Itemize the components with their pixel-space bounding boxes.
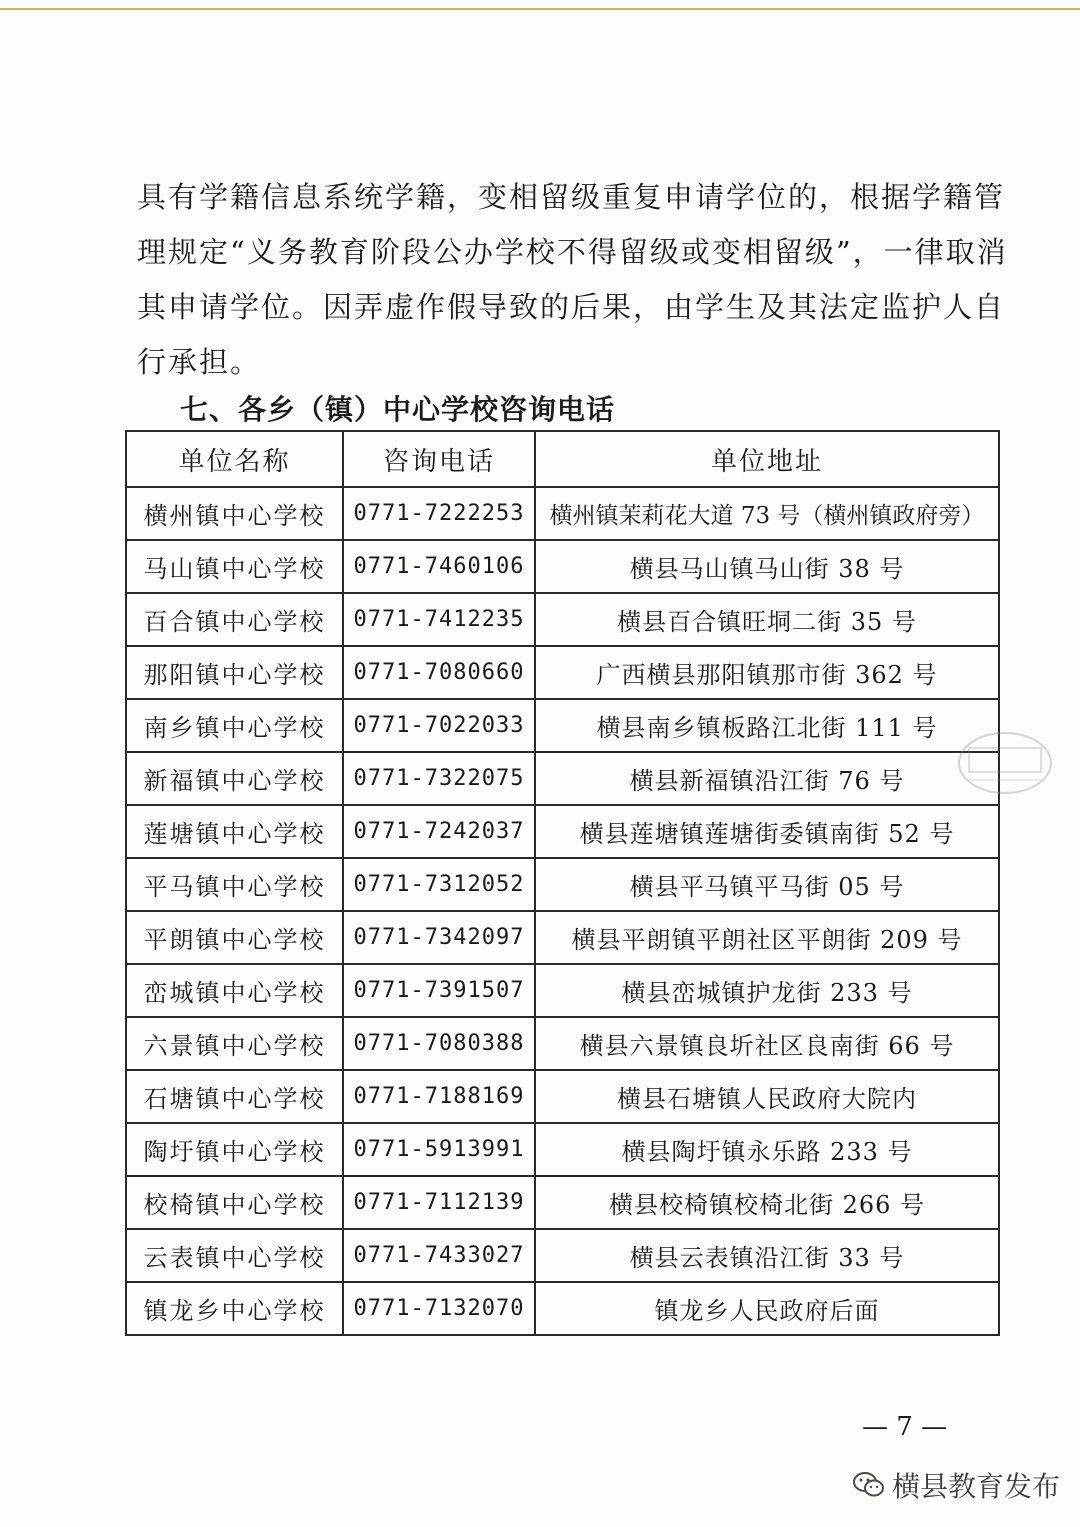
unit-name-cell: 平马镇中心学校 bbox=[126, 858, 343, 911]
unit-name-cell: 陶圩镇中心学校 bbox=[126, 1123, 343, 1176]
address-cell: 横县新福镇沿江街 76 号 bbox=[535, 752, 999, 805]
phone-cell: 0771-7080388 bbox=[343, 1017, 535, 1070]
phone-cell: 0771-7222253 bbox=[343, 487, 535, 540]
address-cell: 横县南乡镇板路江北街 111 号 bbox=[535, 699, 999, 752]
unit-name-cell: 石塘镇中心学校 bbox=[126, 1070, 343, 1123]
address-cell: 横县云表镇沿江街 33 号 bbox=[535, 1229, 999, 1282]
table-row bbox=[126, 964, 999, 1017]
unit-name-cell: 六景镇中心学校 bbox=[126, 1017, 343, 1070]
address-cell: 横县六景镇良圻社区良南街 66 号 bbox=[535, 1017, 999, 1070]
table-row bbox=[126, 1282, 999, 1335]
table-row bbox=[126, 540, 999, 593]
phone-cell: 0771-7342097 bbox=[343, 911, 535, 964]
phone-cell: 0771-7412235 bbox=[343, 593, 535, 646]
table-row bbox=[126, 1070, 999, 1123]
phone-cell: 0771-7080660 bbox=[343, 646, 535, 699]
table-row bbox=[126, 487, 999, 540]
unit-name-cell: 莲塘镇中心学校 bbox=[126, 805, 343, 858]
unit-name-cell: 横州镇中心学校 bbox=[126, 487, 343, 540]
phone-cell: 0771-5913991 bbox=[343, 1123, 535, 1176]
unit-name-cell: 南乡镇中心学校 bbox=[126, 699, 343, 752]
unit-name-cell: 云表镇中心学校 bbox=[126, 1229, 343, 1282]
table-row bbox=[126, 593, 999, 646]
address-cell: 横州镇茉莉花大道 73 号（横州镇政府旁） bbox=[535, 487, 999, 540]
phone-cell: 0771-7433027 bbox=[343, 1229, 535, 1282]
contact-table bbox=[125, 430, 1000, 1336]
table-row bbox=[126, 858, 999, 911]
table-row bbox=[126, 1176, 999, 1229]
phone-cell: 0771-7391507 bbox=[343, 964, 535, 1017]
top-rule bbox=[0, 8, 1080, 10]
watermark bbox=[852, 1465, 1060, 1505]
phone-cell: 0771-7322075 bbox=[343, 752, 535, 805]
address-cell: 横县马山镇马山街 38 号 bbox=[535, 540, 999, 593]
table-row bbox=[126, 752, 999, 805]
address-cell: 横县平马镇平马街 05 号 bbox=[535, 858, 999, 911]
address-cell: 横县百合镇旺垌二街 35 号 bbox=[535, 593, 999, 646]
table-row bbox=[126, 911, 999, 964]
address-cell: 横县陶圩镇永乐路 233 号 bbox=[535, 1123, 999, 1176]
unit-name-cell: 百合镇中心学校 bbox=[126, 593, 343, 646]
phone-cell: 0771-7242037 bbox=[343, 805, 535, 858]
unit-name-cell: 新福镇中心学校 bbox=[126, 752, 343, 805]
paragraph-line: 其申请学位。因弄虚作假导致的后果，由学生及其法定监护人自 bbox=[137, 290, 1006, 324]
table-row bbox=[126, 1123, 999, 1176]
phone-cell: 0771-7132070 bbox=[343, 1282, 535, 1335]
paragraph-line: 行承担。 bbox=[137, 345, 262, 379]
unit-name-cell: 平朗镇中心学校 bbox=[126, 911, 343, 964]
section-heading: 七、各乡（镇）中心学校咨询电话 bbox=[180, 393, 616, 426]
table-row bbox=[126, 1229, 999, 1282]
paragraph-line: 理规定“义务教育阶段公办学校不得留级或变相留级”，一律取消 bbox=[137, 235, 1008, 269]
table-row bbox=[126, 1017, 999, 1070]
phone-cell: 0771-7188169 bbox=[343, 1070, 535, 1123]
watermark-text: 横县教育发布 bbox=[892, 1470, 1061, 1503]
address-cell: 横县莲塘镇莲塘街委镇南街 52 号 bbox=[535, 805, 999, 858]
table-header-row bbox=[126, 431, 999, 487]
table-row bbox=[126, 646, 999, 699]
address-cell: 横县峦城镇护龙街 233 号 bbox=[535, 964, 999, 1017]
header-unit-name: 单位名称 bbox=[126, 431, 343, 487]
phone-cell: 0771-7022033 bbox=[343, 699, 535, 752]
header-phone: 咨询电话 bbox=[343, 431, 535, 487]
unit-name-cell: 马山镇中心学校 bbox=[126, 540, 343, 593]
page-number: — 7 — bbox=[862, 1412, 948, 1442]
paragraph-line: 具有学籍信息系统学籍，变相留级重复申请学位的，根据学籍管 bbox=[137, 180, 1006, 214]
address-cell: 横县校椅镇校椅北街 266 号 bbox=[535, 1176, 999, 1229]
unit-name-cell: 那阳镇中心学校 bbox=[126, 646, 343, 699]
unit-name-cell: 镇龙乡中心学校 bbox=[126, 1282, 343, 1335]
phone-cell: 0771-7312052 bbox=[343, 858, 535, 911]
stamp-icon bbox=[955, 728, 1055, 798]
address-cell: 镇龙乡人民政府后面 bbox=[535, 1282, 999, 1335]
wechat-icon bbox=[852, 1470, 886, 1500]
header-address: 单位地址 bbox=[535, 431, 999, 487]
phone-cell: 0771-7112139 bbox=[343, 1176, 535, 1229]
address-cell: 横县石塘镇人民政府大院内 bbox=[535, 1070, 999, 1123]
body-paragraph bbox=[137, 170, 1008, 390]
phone-cell: 0771-7460106 bbox=[343, 540, 535, 593]
address-cell: 横县平朗镇平朗社区平朗街 209 号 bbox=[535, 911, 999, 964]
table-row bbox=[126, 805, 999, 858]
unit-name-cell: 峦城镇中心学校 bbox=[126, 964, 343, 1017]
address-cell: 广西横县那阳镇那市街 362 号 bbox=[535, 646, 999, 699]
unit-name-cell: 校椅镇中心学校 bbox=[126, 1176, 343, 1229]
table-row bbox=[126, 699, 999, 752]
